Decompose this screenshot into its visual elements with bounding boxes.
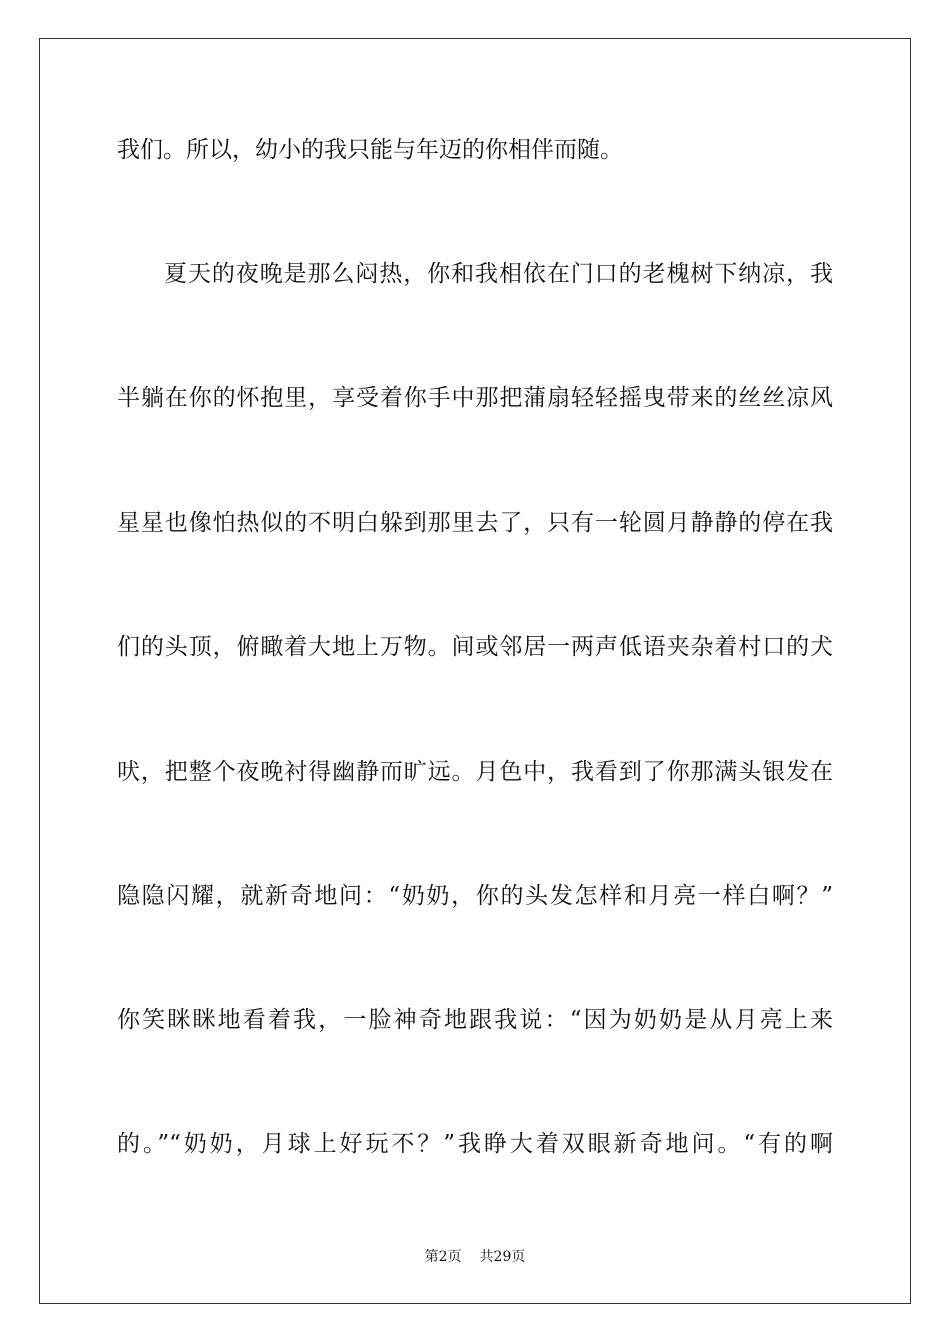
paragraph-line-6: 吠，把整个夜晚衬得幽静而旷远。月色中，我看到了你那满头银发在 <box>117 759 833 785</box>
paragraph-line-1: 我们。所以，幼小的我只能与年迈的你相伴而随。 <box>117 137 623 163</box>
paragraph-line-4: 星星也像怕热似的不明白躲到那里去了，只有一轮圆月静静的停在我 <box>117 510 833 536</box>
total-pages: 共29页 <box>479 1249 526 1265</box>
paragraph-line-5: 们的头顶，俯瞰着大地上万物。间或邻居一两声低语夹杂着村口的犬 <box>117 634 833 660</box>
page-footer <box>0 1247 950 1267</box>
paragraph-line-3: 半躺在你的怀抱里，享受着你手中那把蒲扇轻轻摇曳带来的丝丝凉风 <box>117 385 833 411</box>
paragraph-line-8: 你笑眯眯地看着我，一脸神奇地跟我说：“因为奶奶是从月亮上来 <box>117 1007 833 1033</box>
paragraph-line-9: 的。”“奶奶，月球上好玩不？”我睁大着双眼新奇地问。“有的啊 <box>117 1131 833 1157</box>
paragraph-line-7: 隐隐闪耀，就新奇地问：“奶奶，你的头发怎样和月亮一样白啊？” <box>117 883 833 909</box>
paragraph-line-2: 夏天的夜晚是那么闷热，你和我相依在门口的老槐树下纳凉，我 <box>164 261 833 287</box>
page-border <box>39 38 911 1304</box>
page-number: 第2页 <box>424 1249 462 1265</box>
